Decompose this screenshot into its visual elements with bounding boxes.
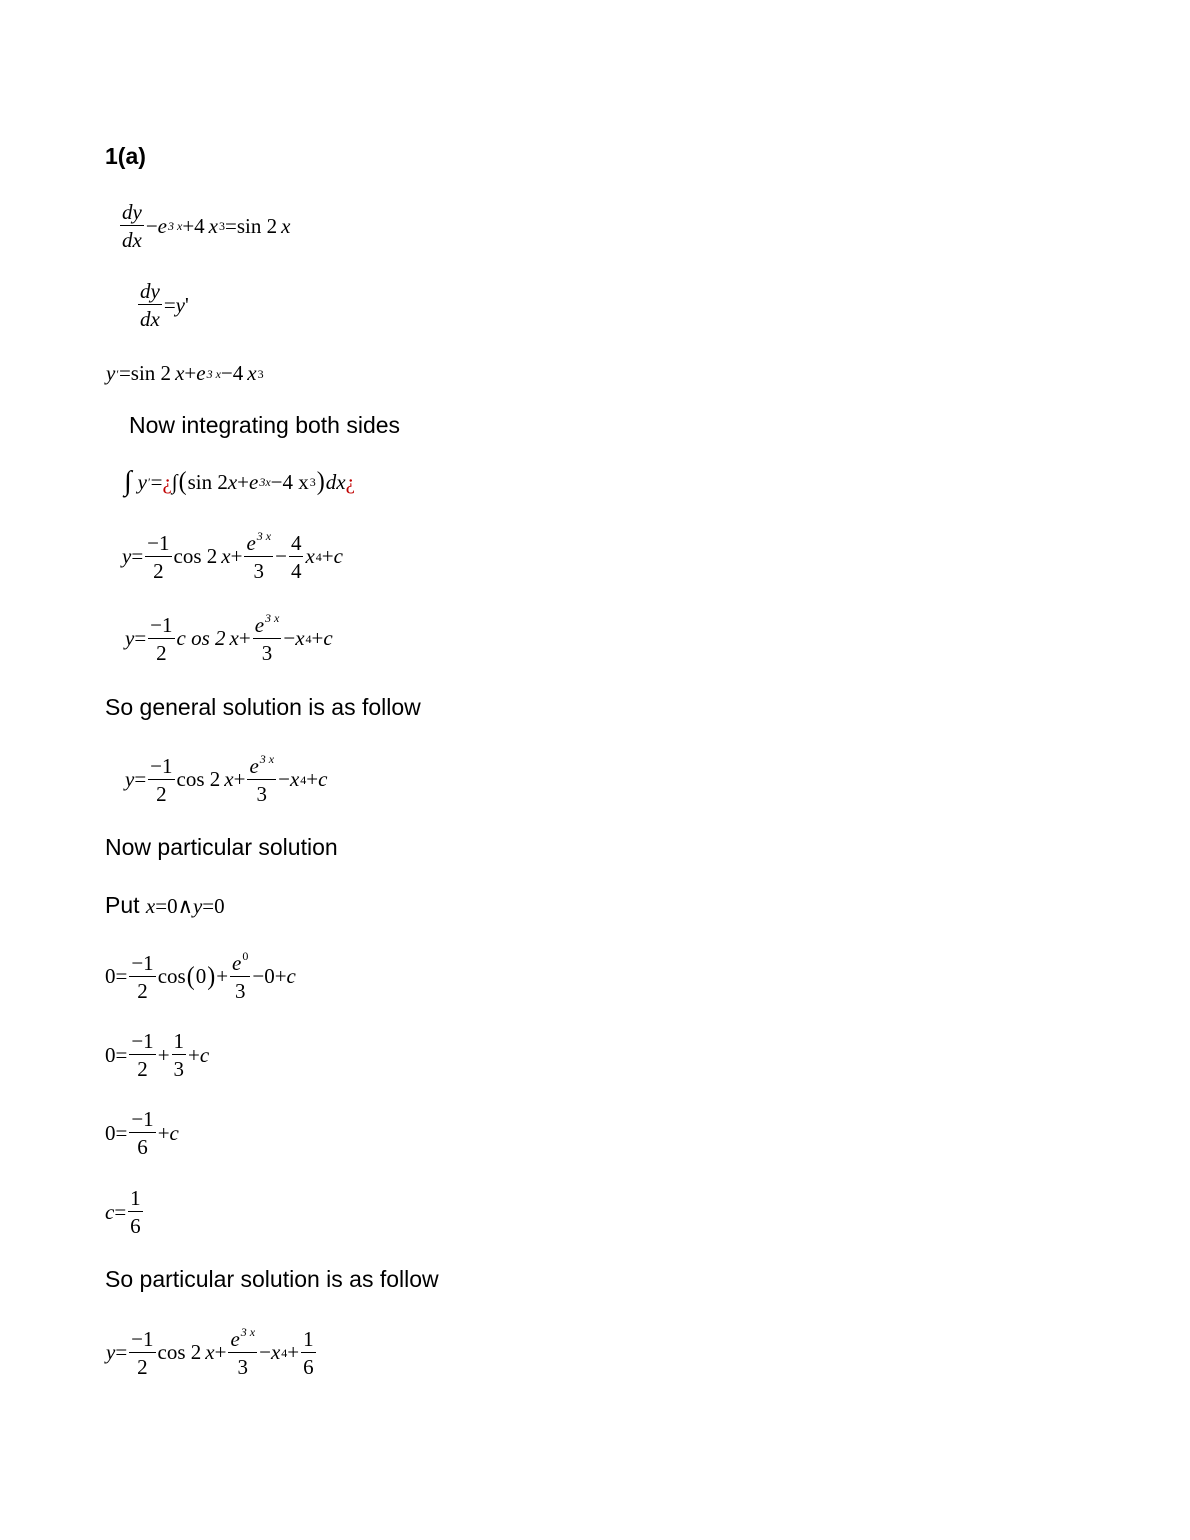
general-solution-text: So general solution is as follow bbox=[105, 694, 421, 720]
equation-substitution: 0 = $\frac{-1}{2}$ cos ( 0 ) + $\frac{e^0}{3}$ − 0 + c bbox=[105, 949, 296, 1004]
particular-result-text: So particular solution is as follow bbox=[105, 1266, 439, 1292]
problem-heading: 1(a) bbox=[105, 143, 146, 169]
equation-original-ode: $\frac{dy}{dx}$ − e 3 x + 4 x 3 = sin 2 x bbox=[122, 200, 291, 253]
equation-general-solution: y = $\frac{-1}{2}$ cos 2 x + $\frac{e^{3 x}}{3}$ − x 4 + c bbox=[125, 752, 328, 807]
equation-particular-solution: y = $\frac{-1}{2}$ cos 2 x + $\frac{e^{3 x}}{3}$ − x 4 + $\frac{1}{6}$ bbox=[106, 1325, 314, 1380]
equation-simplified: y = $\frac{-1}{2}$ c os 2 x + $\frac{e^{3 x}}{3}$ − x 4 + c bbox=[125, 611, 333, 666]
equation-constant: c = $\frac{1}{6}$ bbox=[105, 1186, 141, 1239]
equation-integrated: y = $\frac{-1}{2}$ cos 2 x + $\frac{e^{3 x}}{3}$ − $\frac{4}{4}$ x 4 + c bbox=[122, 529, 343, 584]
integrate-text: Now integrating both sides bbox=[129, 412, 401, 438]
equation-rearranged: y ′ = sin 2 x + e 3 x − 4 x 3 bbox=[106, 361, 264, 385]
particular-solution-text: Now particular solution bbox=[105, 834, 338, 860]
equation-derivative-notation: $\frac{dy}{dx}$ = y ' bbox=[140, 279, 189, 332]
equation-evaluate: 0 = $\frac{-1}{2}$ + $\frac{1}{3}$ + c bbox=[105, 1029, 210, 1082]
equation-integral: ∫ y ′ = ¿ ∫ ( sin 2 x + e 3x − 4 x 3 ) dx ¿ bbox=[124, 466, 355, 497]
equation-combine: 0 = $\frac{-1}{6}$ + c bbox=[105, 1107, 179, 1160]
put-line: Put x=0∧y=0 bbox=[105, 892, 225, 918]
